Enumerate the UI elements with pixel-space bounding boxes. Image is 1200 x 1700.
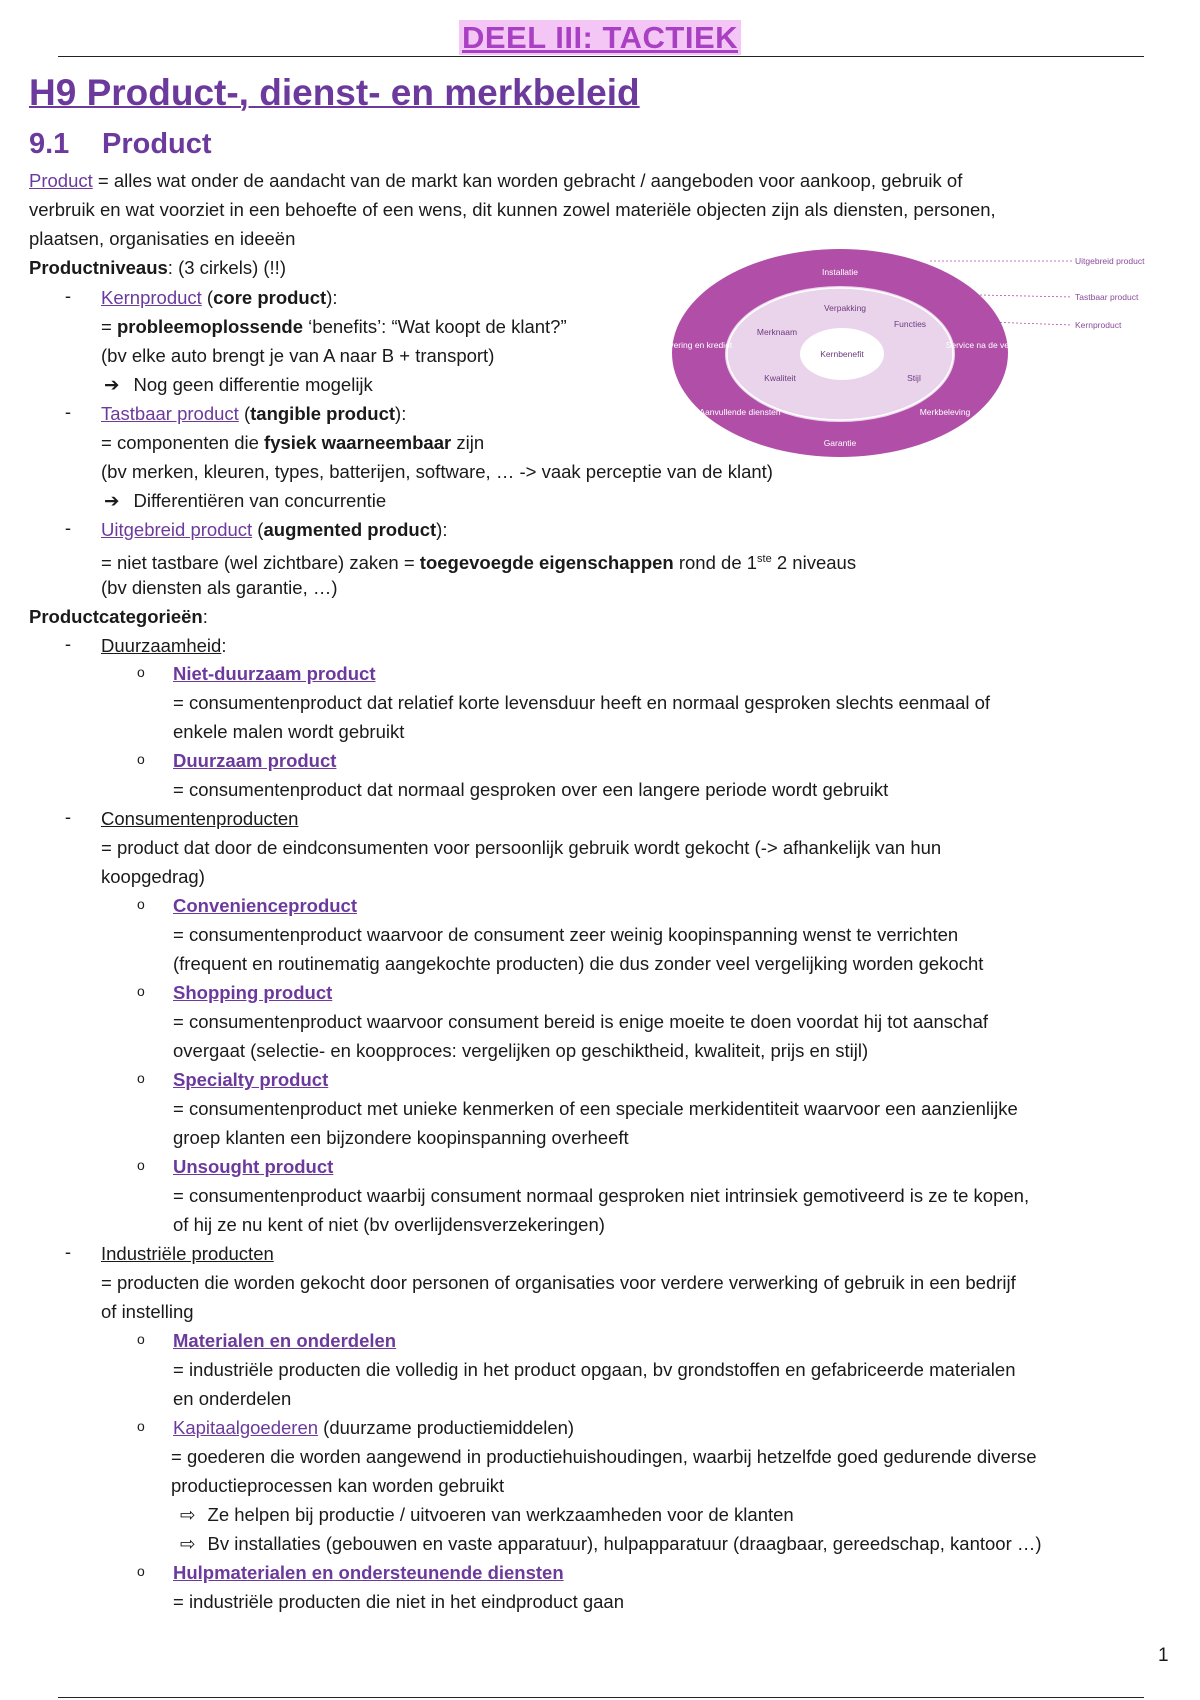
- def-materials-2: en onderdelen: [173, 1388, 292, 1409]
- def-non-durable-1: = consumentenproduct dat relatief korte levensduur heeft en normaal gesproken slechts eenmaal of: [173, 692, 991, 713]
- footer-rule: [58, 1697, 1144, 1698]
- bullet-dash: -: [64, 401, 72, 422]
- legend-core: Kernproduct: [1075, 320, 1122, 330]
- level-tangible-example: (bv merken, kleuren, types, batterijen, software, … -> vaak perceptie van de klant): [101, 461, 773, 482]
- level-core-title: Kernproduct (core product):: [101, 287, 338, 308]
- capital-arrow-2: ⇨ Bv installaties (gebouwen en vaste apparatuur), hulpapparatuur (draagbaar, gereedschap, kantoor …): [180, 1533, 1042, 1554]
- def-materials-1: = industriële producten die volledig in het product opgaan, bv grondstoffen en gefabriceerde materialen: [173, 1359, 1016, 1380]
- levels-heading: Productniveaus: (3 cirkels) (!!): [29, 257, 286, 278]
- legend-labels: [1075, 256, 1145, 330]
- def-supplies: = industriële producten die niet in het eindproduct gaan: [173, 1591, 625, 1612]
- bullet-circle: o: [137, 1070, 145, 1086]
- term-materials: Materialen en onderdelen: [173, 1330, 397, 1351]
- def-non-durable-2: enkele malen wordt gebruikt: [173, 721, 405, 742]
- label-extra-services: Aanvullende diensten: [699, 407, 781, 417]
- section-heading: 9.1 Product: [29, 128, 212, 160]
- label-packaging: Verpakking: [823, 303, 867, 313]
- level-tangible-title: Tastbaar product (tangible product):: [101, 403, 407, 424]
- level-augmented-example: (bv diensten als garantie, …): [101, 577, 338, 598]
- categories-heading: Productcategorieën:: [29, 606, 208, 627]
- bullet-circle: o: [137, 896, 145, 912]
- consumer-def-2: koopgedrag): [101, 866, 205, 887]
- intro-line-1: Product = alles wat onder de aandacht van de markt kan worden gebracht / aangeboden voor aankoop, gebruik of: [29, 170, 963, 191]
- hollow-arrow-icon: ⇨: [180, 1504, 196, 1525]
- def-capital-1: = goederen die worden aangewend in productiehuishoudingen, waarbij hetzelfde goed gedurende diverse: [171, 1446, 1037, 1467]
- def-shopping-1: = consumentenproduct waarvoor consument bereid is enige moeite te doen voordat hij tot aanschaf: [173, 1011, 989, 1032]
- label-delivery: Levering en krediet: [659, 340, 733, 350]
- intro-line-3: plaatsen, organisaties en ideeën: [29, 228, 296, 249]
- label-warranty: Garantie: [823, 438, 857, 448]
- term-specialty: Specialty product: [173, 1069, 329, 1090]
- industrial-def-1: = producten die worden gekocht door personen of organisaties voor verdere verwerking of gebruik in een bedrijf: [101, 1272, 1016, 1293]
- term-product: Product: [29, 170, 93, 191]
- durability-title: Duurzaamheid:: [101, 635, 227, 656]
- bullet-circle: o: [137, 1331, 145, 1347]
- label-core-benefit: Kernbenefit: [820, 349, 864, 359]
- consumer-title: Consumentenproducten: [101, 808, 299, 829]
- level-core-example: (bv elke auto brengt je van A naar B + transport): [101, 345, 495, 366]
- term-shopping: Shopping product: [173, 982, 333, 1003]
- def-unsought-1: = consumentenproduct waarbij consument normaal gesproken niet intrinsiek gemotiveerd is ze te kopen,: [173, 1185, 1030, 1206]
- bullet-dash: -: [64, 1241, 72, 1262]
- level-augmented-def: = niet tastbare (wel zichtbare) zaken = toegevoegde eigenschappen rond de 1ste 2 niveaus: [101, 552, 857, 574]
- def-capital-2: productieprocessen kan worden gebruikt: [171, 1475, 505, 1496]
- term-convenience: Convenienceproduct: [173, 895, 357, 916]
- intro-line-2: verbruik en wat voorziet in een behoefte of een wens, dit kunnen zowel materiële objecten zijn als diensten, personen,: [29, 199, 996, 220]
- def-shopping-2: overgaat (selectie- en koopproces: vergelijken op geschiktheid, kwaliteit, prijs en stijl): [173, 1040, 869, 1061]
- hollow-arrow-icon: ⇨: [180, 1533, 196, 1554]
- def-specialty-1: = consumentenproduct met unieke kenmerken of een speciale merkidentiteit waarvoor een aanzienlijke: [173, 1098, 1018, 1119]
- page-number: 1: [1158, 1645, 1169, 1666]
- def-unsought-2: of hij ze nu kent of niet (bv overlijdensverzekeringen): [173, 1214, 605, 1235]
- label-brand: Merkbeleving: [919, 407, 971, 417]
- term-non-durable: Niet-duurzaam product: [173, 663, 376, 684]
- term-supplies: Hulpmaterialen en ondersteunende diensten: [173, 1562, 564, 1583]
- part-title: DEEL III: TACTIEK: [0, 20, 1200, 56]
- arrow-right-icon: ➔: [104, 490, 120, 511]
- legend-augmented: Uitgebreid product: [1075, 256, 1145, 266]
- label-quality: Kwaliteit: [764, 373, 796, 383]
- label-brandname: Merknaam: [756, 327, 798, 337]
- bullet-dash: -: [64, 517, 72, 538]
- header-rule: [58, 56, 1144, 57]
- level-core-arrow: ➔ Nog geen differentie mogelijk: [104, 374, 373, 395]
- bullet-circle: o: [137, 1418, 145, 1434]
- bullet-circle: o: [137, 751, 145, 767]
- label-style: Stijl: [907, 373, 921, 383]
- def-specialty-2: groep klanten een bijzondere koopinspanning overheeft: [173, 1127, 629, 1148]
- label-installation: Installatie: [822, 267, 858, 277]
- bullet-circle: o: [137, 664, 145, 680]
- level-core-def: = probleemoplossende ‘benefits’: “Wat koopt de klant?”: [101, 316, 567, 337]
- legend-tangible: Tastbaar product: [1075, 292, 1139, 302]
- chapter-title: H9 Product-, dienst- en merkbeleid: [29, 72, 640, 113]
- def-durable: = consumentenproduct dat normaal gesproken over een langere periode wordt gebruikt: [173, 779, 889, 800]
- bullet-dash: -: [64, 285, 72, 306]
- level-tangible-def: = componenten die fysiek waarneembaar zijn: [101, 432, 485, 453]
- bullet-circle: o: [137, 983, 145, 999]
- term-unsought: Unsought product: [173, 1156, 334, 1177]
- bullet-circle: o: [137, 1157, 145, 1173]
- def-convenience-2: (frequent en routinematig aangekochte producten) die dus zonder veel vergelijking worden gekocht: [173, 953, 984, 974]
- def-convenience-1: = consumentenproduct waarvoor de consument zeer weinig koopinspanning wenst te verrichten: [173, 924, 959, 945]
- term-durable: Duurzaam product: [173, 750, 337, 771]
- bullet-circle: o: [137, 1563, 145, 1579]
- arrow-right-icon: ➔: [104, 374, 120, 395]
- bullet-dash: -: [64, 806, 72, 827]
- level-tangible-arrow: ➔ Differentiëren van concurrentie: [104, 490, 387, 511]
- industrial-title: Industriële producten: [101, 1243, 274, 1264]
- industrial-def-2: of instelling: [101, 1301, 194, 1322]
- capital-arrow-1: ⇨ Ze helpen bij productie / uitvoeren van werkzaamheden voor de klanten: [180, 1504, 794, 1525]
- label-service: Service na de verkoop: [945, 340, 1031, 350]
- level-augmented-title: Uitgebreid product (augmented product):: [101, 519, 448, 540]
- term-capital: Kapitaalgoederen (duurzame productiemiddelen): [173, 1417, 575, 1438]
- label-features: Functies: [893, 319, 927, 329]
- product-levels-diagram: [659, 245, 1150, 461]
- consumer-def-1: = product dat door de eindconsumenten voor persoonlijk gebruik wordt gekocht (-> afhankelijk van hun: [101, 837, 942, 858]
- bullet-dash: -: [64, 633, 72, 654]
